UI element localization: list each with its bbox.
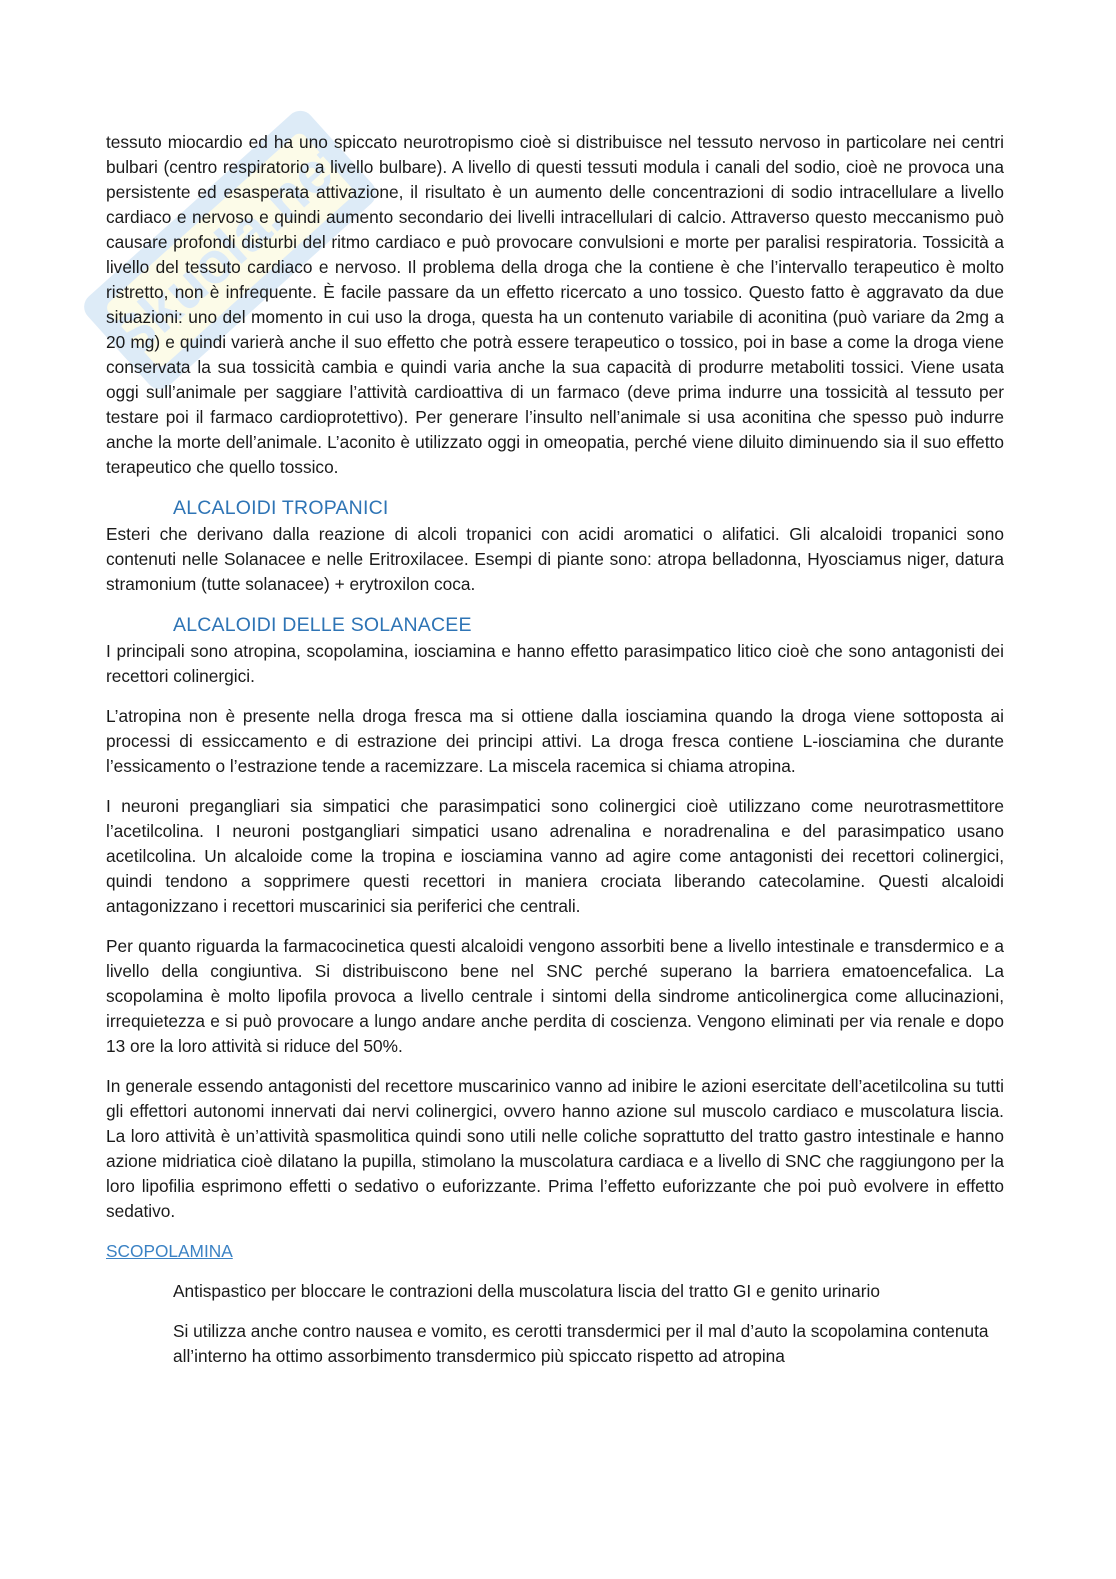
tropanici-paragraph: Esteri che derivano dalla reazione di alcoli tropanici con acidi aromatici o alifatici. Gli alcaloidi tropanici sono contenuti nelle Solanacee e nelle Eritroxilacee. Esempi di piante sono: atropa belladonna, Hyosciamus niger, datura stramonium (tutte solanacee) + erytroxilon coca. bbox=[106, 524, 1004, 594]
solanacee-paragraph-3: I neuroni pregangliari sia simpatici che parasimpatici sono colinergici cioè utilizzano come neurotrasmettitore l’acetilcolina. I neuroni postgangliari simpatici usano adrenalina e noradrenalina e del parasimpatico usano acetilcolina. Un alcaloide come la tropina e iosciamina vanno ad agire come antagonisti dei recettori colinergici, quindi tendono a sopprimere questi recettori in maniera crociata liberando catecolamine. Questi alcaloidi antagonizzano i recettori muscarinici sia periferici che centrali. bbox=[106, 796, 1004, 916]
intro-paragraph: tessuto miocardio ed ha uno spiccato neurotropismo cioè si distribuisce nel tessuto nervoso in particolare nei centri bulbari (centro respiratorio a livello bulbare). A livello di questi tessuti modula i canali del sodio, cioè ne provoca una persistente ed esasperata attivazione, il risultato è un aumento delle concentrazioni di sodio intracellulare a livello cardiaco e nervoso e quindi aumento secondario dei livelli intracellulari di calcio. Attraverso questo meccanismo può causare profondi disturbi del ritmo cardiaco e può provocare convulsioni e morte per paralisi respiratoria. Tossicità a livello del tessuto cardiaco e nervoso. Il problema della droga che la contiene è che l’intervallo terapeutico è molto ristretto, non è infrequente. È facile passare da un effetto ricercato a uno tossico. Questo fatto è aggravato da due situazioni: uno del momento in cui uso la droga, questa ha un contenuto variabile di aconitina (può variare da 2mg a 20 mg) e quindi varierà anche il suo effetto che potrà essere terapeutico o tossico, poi in base a come la droga viene conservata la sua tossicità cambia e quindi varia anche la sua capacità di produrre metaboliti tossici. Viene usata oggi sull’animale per saggiare l’attività cardioattiva di un farmaco (deve prima indurre una tossicità al tessuto per testare poi il farmaco cardioprotettivo). Per generare l’insulto nell’animale si usa aconitina che spesso può indurre anche la morte dell’animale. L’aconito è utilizzato oggi in omeopatia, perché viene diluito diminuendo sia il suo effetto terapeutico che quello tossico. bbox=[106, 132, 1004, 477]
solanacee-paragraph-5: In generale essendo antagonisti del recettore muscarinico vanno ad inibire le azioni esercitate dell’acetilcolina su tutti gli effettori autonomi innervati dai nervi colinergici, ovvero hanno azione sul muscolo cardiaco e muscolatura liscia. La loro attività è un’attività spasmolitica quindi sono utili nelle coliche soprattutto del tratto gastro intestinale e hanno azione midriatica cioè dilatano la pupilla, stimolano la muscolatura cardiaca e a livello di SNC che raggiungono per la loro lipofilia esprimono effetti o sedativo o euforizzante. Prima l’effetto euforizzante che poi può evolvere in effetto sedativo. bbox=[106, 1076, 1004, 1221]
solanacee-paragraph-4: Per quanto riguarda la farmacocinetica questi alcaloidi vengono assorbiti bene a livello intestinale e transdermico e a livello della congiuntiva. Si distribuiscono bene nel SNC perché superano la barriera ematoencefalica. La scopolamina è molto lipofila provoca a livello centrale i sintomi della sindrome anticolinergica come allucinazioni, irrequietezza e si può provocare a lungo andare anche perdita di coscienza. Vengono eliminati per via renale e dopo 13 ore la loro attività si riduce del 50%. bbox=[106, 936, 1004, 1056]
watermark-text: Skuola.net bbox=[98, 126, 360, 372]
scopolamina-paragraph-2: Si utilizza anche contro nausea e vomito, es cerotti transdermici per il mal d’auto la scopolamina contenuta all’interno ha ottimo assorbimento transdermico più spiccato rispetto ad atropina bbox=[173, 1321, 989, 1366]
scopolamina-paragraph-1: Antispastico per bloccare le contrazioni della muscolatura liscia del tratto GI e genito urinario bbox=[173, 1281, 880, 1301]
solanacee-paragraph-2: L’atropina non è presente nella droga fresca ma si ottiene dalla iosciamina quando la droga viene sottoposta ai processi di essiccamento e di estrazione dei principi attivi. La droga fresca contiene L-iosciamina che durante l’essicamento o l’estrazione tende a racemizzare. La miscela racemica si chiama atropina. bbox=[106, 706, 1004, 776]
document-page bbox=[106, 130, 1004, 1384]
scopolamina-link-heading[interactable]: SCOPOLAMINA bbox=[106, 1241, 233, 1261]
heading-alcaloidi-tropanici: ALCALOIDI TROPANICI bbox=[173, 497, 389, 519]
heading-alcaloidi-solanacee: ALCALOIDI DELLE SOLANACEE bbox=[173, 614, 472, 636]
solanacee-paragraph-1: I principali sono atropina, scopolamina, iosciamina e hanno effetto parasimpatico litico cioè che sono antagonisti dei recettori colinergici. bbox=[106, 641, 1004, 686]
